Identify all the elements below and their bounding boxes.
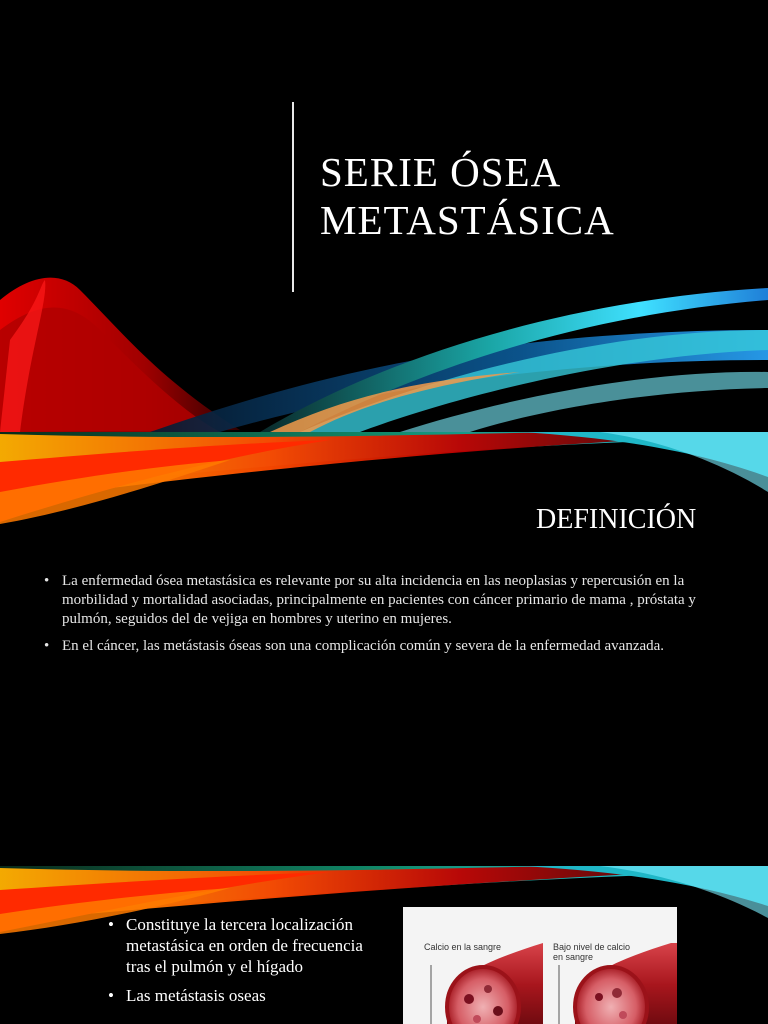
slide-location	[0, 866, 768, 1024]
section-heading: DEFINICIÓN	[536, 504, 697, 535]
bullet-dot: •	[44, 573, 50, 589]
slide-title-line-2: METASTÁSICA	[320, 197, 615, 243]
figure-label-left: Calcio en la sangre	[424, 942, 502, 952]
bullet-item	[108, 985, 370, 1006]
location-bullet-list	[108, 914, 370, 1014]
bullet-text: En el cáncer, las metástasis óseas son una complicación común y severa de la enfermedad avanzada.	[62, 638, 665, 654]
bullet-item	[44, 637, 734, 656]
slide-definition	[0, 432, 768, 866]
definition-bullet-list	[44, 572, 734, 664]
slide-title-line-1: SERIE ÓSEA	[320, 149, 562, 195]
slide-title	[0, 0, 768, 432]
blood-vessel-illustration	[403, 907, 677, 1024]
title-divider	[292, 102, 294, 292]
bullet-item	[44, 572, 734, 629]
bullet-dot: •	[44, 638, 50, 654]
bullet-dot: •	[108, 986, 114, 1005]
bullet-text: Las metástasis oseas	[126, 986, 266, 1005]
bullet-text: La enfermedad ósea metastásica es relevante por su alta incidencia en las neoplasias y repercusión en la morbilidad y mortalidad asociadas, principalmente en pacientes con cáncer primario de mama , próstata y pulmón, seguidos del de vejiga en hombres y uterino en mujeres.	[62, 573, 696, 627]
bullet-item	[108, 914, 370, 977]
figure-label-right: Bajo nivel de calcio en sangre	[553, 942, 631, 962]
blood-vessel-drawing	[403, 907, 677, 1024]
bullet-text: Constituye la tercera localización metastásica en orden de frecuencia tras el pulmón y el hígado	[126, 915, 363, 976]
bullet-dot: •	[108, 915, 114, 934]
